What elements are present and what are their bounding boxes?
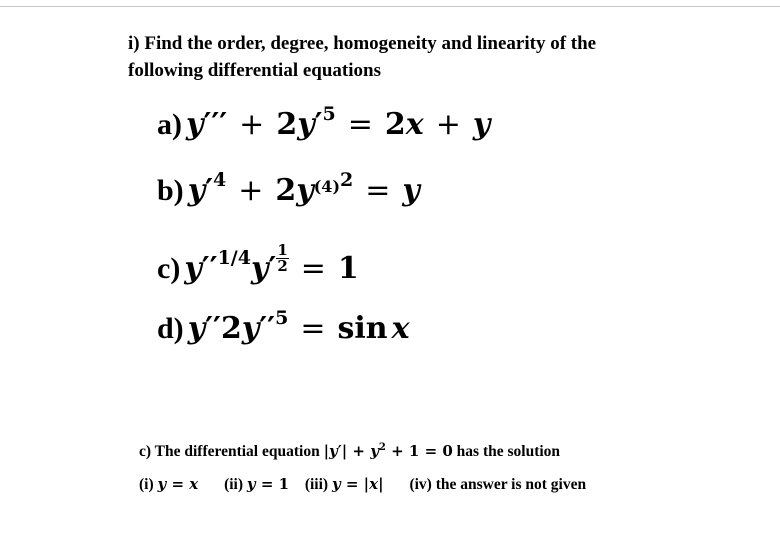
math-number: 2 (276, 107, 298, 142)
math-operator: = (365, 173, 391, 208)
math-operator: = (255, 475, 279, 493)
math-var: y (187, 173, 206, 208)
math-prime: ′′ (201, 251, 218, 286)
math-prime: ′′ (205, 311, 221, 346)
math-exponent: 4 (213, 169, 227, 191)
math-abs-bar: | (341, 442, 348, 461)
option-label: (iii) (304, 476, 332, 493)
math-prime: ′ (337, 442, 342, 461)
math-var: y (157, 475, 167, 493)
option-label: (i) (139, 476, 158, 493)
math-operator: = (419, 442, 443, 461)
math-var: y (402, 173, 420, 208)
math-prime: ′ (205, 173, 214, 208)
math-var: x (391, 311, 410, 346)
math-var: x (189, 475, 199, 493)
math-derivative-order: (4) (313, 177, 341, 196)
math-exponent: 2 (378, 442, 386, 453)
math-number: 2 (384, 107, 406, 142)
equation-label: c) (157, 252, 181, 285)
heading-line-2: following differential equations (128, 60, 381, 81)
equation-a (157, 103, 491, 142)
math-var: y (297, 107, 315, 142)
math-operator: + (347, 442, 371, 461)
equation-d (157, 307, 410, 346)
math-var: y (187, 311, 206, 346)
top-page-edge (0, 0, 780, 7)
equation-label: a) (157, 108, 182, 141)
math-operator: + (435, 107, 461, 142)
math-prime: ′ (314, 107, 323, 142)
math-operator: = (300, 311, 326, 346)
q2-tail: has the solution (452, 443, 561, 461)
fraction-numerator: 1 (277, 240, 288, 259)
math-operator: = (166, 475, 190, 493)
math-var: y (329, 442, 338, 461)
math-number: 2 (275, 173, 297, 208)
math-var: y (186, 107, 204, 142)
math-operator: = (340, 475, 364, 493)
option-ii (224, 476, 289, 493)
option-label: (ii) (224, 476, 247, 493)
math-number: 1 (337, 251, 359, 286)
q2-intro: c) The differential equation (139, 443, 324, 461)
option-iii (305, 476, 384, 493)
math-var: y (241, 311, 260, 346)
math-var: y (472, 107, 491, 142)
math-operator: = (300, 251, 326, 286)
math-var: y (184, 251, 202, 286)
question-2-statement (139, 442, 560, 461)
math-number: 1 (278, 475, 290, 493)
equation-c (157, 240, 359, 290)
math-exponent: 1/4 (217, 247, 251, 269)
math-var: y (250, 251, 269, 286)
option-iv: (iv) the answer is not given (409, 476, 587, 493)
math-var: y (370, 442, 379, 461)
equation-label: d) (157, 312, 184, 345)
math-exponent: 5 (275, 307, 289, 329)
math-var: x (405, 107, 424, 142)
math-prime: ′′′ (203, 107, 228, 142)
math-number: 2 (220, 311, 242, 346)
math-prime: ′ (268, 251, 277, 286)
math-operator: = (347, 107, 373, 142)
math-var: y (331, 475, 341, 493)
math-number: 1 (408, 442, 420, 461)
math-exponent: 2 (340, 169, 354, 191)
question-heading (128, 30, 728, 84)
heading-line-1: i) Find the order, degree, homogeneity and linearity of the (128, 33, 597, 54)
option-i (139, 476, 198, 493)
math-abs-bar: | (378, 475, 384, 493)
math-operator: + (385, 442, 409, 461)
math-abs-bar: | (363, 475, 370, 493)
math-prime: ′′ (259, 311, 276, 346)
math-var: y (296, 173, 314, 208)
fraction-denominator: 2 (277, 256, 288, 275)
math-fraction-exponent (276, 240, 288, 275)
math-var: y (246, 475, 256, 493)
math-abs-bar: | (323, 442, 330, 461)
math-function: sin (337, 311, 388, 346)
math-number: 0 (442, 442, 453, 461)
equation-label: b) (157, 174, 184, 207)
math-var: x (369, 475, 379, 493)
question-2-options (139, 475, 586, 494)
math-operator: + (239, 107, 265, 142)
equation-b (157, 169, 420, 208)
math-exponent: 5 (322, 103, 336, 125)
math-operator: + (238, 173, 264, 208)
